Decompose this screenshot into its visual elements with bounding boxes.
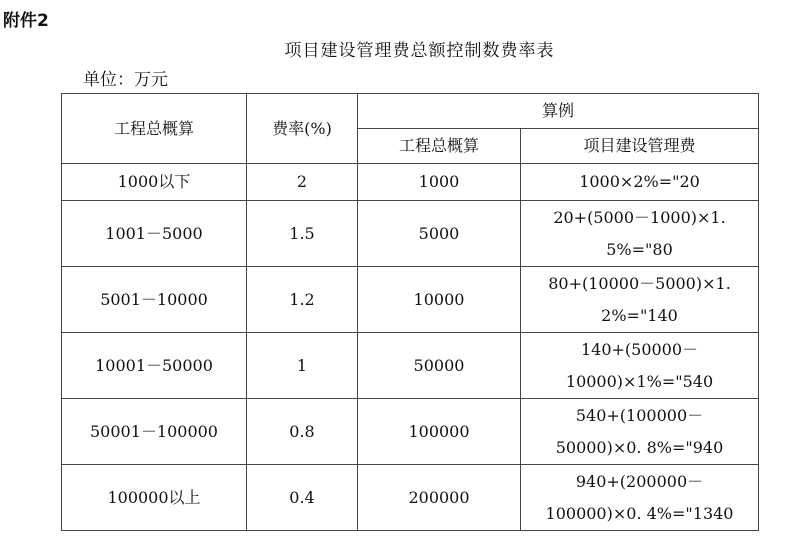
cell-fee: 940+(200000－ 100000)×0. 4%="1340: [521, 465, 759, 531]
cell-fee: 80+(10000－5000)×1. 2%="140: [521, 267, 759, 333]
cell-total: 200000: [358, 465, 521, 531]
cell-rate: 1: [247, 333, 358, 399]
cell-total: 100000: [358, 399, 521, 465]
cell-range: 1000以下: [62, 164, 247, 201]
cell-fee: 1000×2%="20: [521, 164, 759, 201]
table-header-row: [62, 94, 759, 129]
cell-rate: 1.2: [247, 267, 358, 333]
cell-rate: 0.4: [247, 465, 358, 531]
table-row: [62, 465, 759, 531]
cell-range: 5001－10000: [62, 267, 247, 333]
header-rate: 费率(%): [247, 94, 358, 164]
header-total-estimate: 工程总概算: [62, 94, 247, 164]
cell-range: 1001－5000: [62, 201, 247, 267]
cell-fee: 20+(5000－1000)×1. 5%="80: [521, 201, 759, 267]
cell-range: 100000以上: [62, 465, 247, 531]
cell-fee: 140+(50000－ 10000)×1%="540: [521, 333, 759, 399]
cell-total: 5000: [358, 201, 521, 267]
cell-range: 50001－100000: [62, 399, 247, 465]
attachment-label: 附件2: [3, 11, 49, 31]
unit-label: 单位：万元: [83, 70, 168, 90]
header-example-total: 工程总概算: [358, 129, 521, 164]
fee-rate-table: [61, 93, 759, 531]
table-row: [62, 267, 759, 333]
cell-total: 50000: [358, 333, 521, 399]
table-row: [62, 201, 759, 267]
cell-rate: 0.8: [247, 399, 358, 465]
cell-rate: 1.5: [247, 201, 358, 267]
table-row: [62, 399, 759, 465]
table-row: [62, 164, 759, 201]
header-example: 算例: [358, 94, 759, 129]
cell-total: 10000: [358, 267, 521, 333]
cell-fee: 540+(100000－ 50000)×0. 8%="940: [521, 399, 759, 465]
table-row: [62, 333, 759, 399]
cell-total: 1000: [358, 164, 521, 201]
cell-range: 10001－50000: [62, 333, 247, 399]
page-title: 项目建设管理费总额控制数费率表: [284, 41, 555, 61]
cell-rate: 2: [247, 164, 358, 201]
header-example-fee: 项目建设管理费: [521, 129, 759, 164]
